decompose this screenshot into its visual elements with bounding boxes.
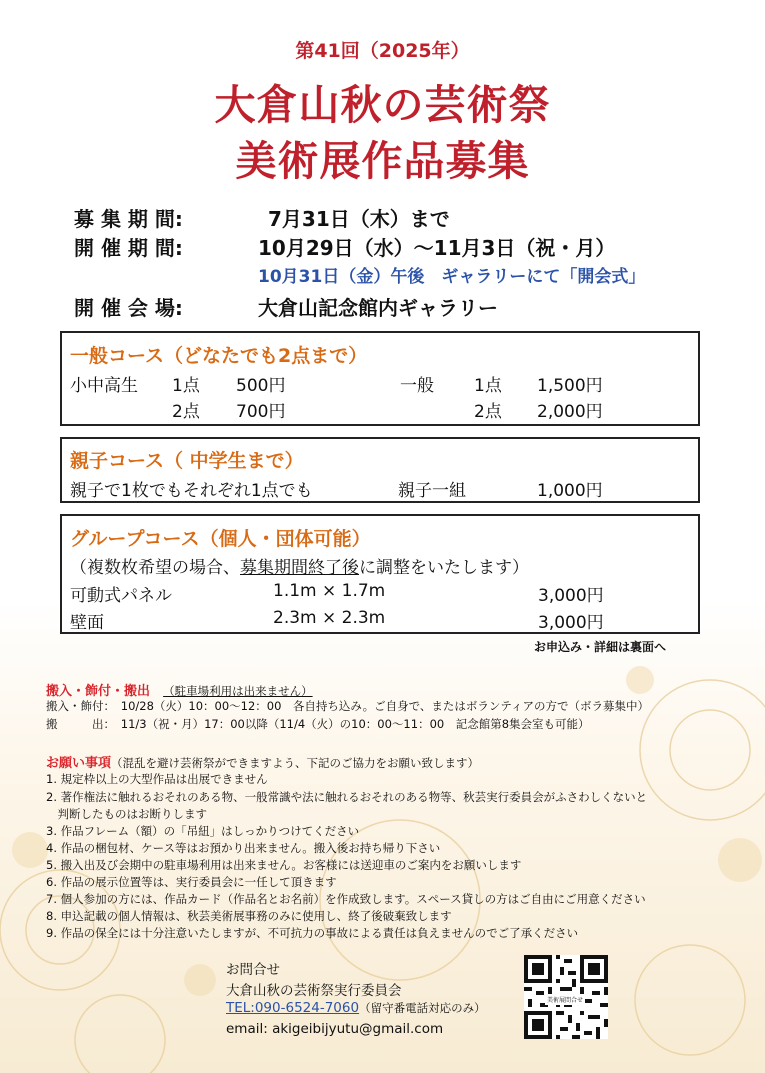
student-1-price: 500円	[236, 376, 286, 396]
student-2-price: 700円	[236, 402, 286, 422]
wall-label: 壁面	[70, 613, 104, 633]
group-course-box	[60, 514, 700, 634]
delivery-heading: 搬入・飾付・搬出	[46, 684, 151, 699]
panel-label: 可動式パネル	[70, 586, 172, 606]
held-period-label: 開 催 期 間:	[74, 236, 183, 260]
adult-1-price: 1,500円	[537, 376, 603, 396]
request-item: 2. 著作権法に触れるおそれのある物、一般常識や法に触れるおそれのある物等、秋芸実行委員会がふさわしくないと	[46, 790, 648, 804]
delivery-line-2: 搬 出： 11/3（祝・月）17：00以降（11/4（火）の10：00〜11：00 記念館第8集会室も可能）	[46, 717, 590, 731]
student-label: 小中高生	[70, 376, 138, 396]
delivery-heading-row	[46, 680, 313, 699]
edition-label: 第41回（2025年）	[295, 40, 470, 62]
qr-code-label: 美術展問合せ	[545, 994, 585, 1005]
delivery-line-1: 搬入・飾付： 10/28（火）10：00〜12：00 各自持ち込み。ご自身で、またはボランティアの方で（ボラ募集中）	[46, 699, 649, 713]
held-period-value: 10月29日（水）〜11月3日（祝・月）	[258, 236, 616, 260]
request-item: 9. 作品の保全には十分注意いたしますが、不可抗力の事故による責任は負えませんのでご了承ください	[46, 926, 579, 940]
request-item: 8. 申込記載の個人情報は、秋芸美術展事務のみに使用し、終了後破棄致します	[46, 909, 452, 923]
request-item: 6. 作品の展示位置等は、実行委員会に一任して頂きます	[46, 875, 337, 889]
apply-details-note: お申込み・詳細は裏面へ	[534, 640, 667, 654]
adult-1-count: 1点	[474, 376, 502, 396]
venue-label: 開 催 会 場:	[74, 296, 183, 320]
student-1-count: 1点	[172, 376, 200, 396]
group-note-post: に調整をいたします）	[359, 558, 529, 578]
adult-label: 一般	[400, 376, 434, 396]
request-item: 5. 搬入出及び会期中の駐車場利用は出来ません。お客様には送迎車のご案内をお願いします	[46, 858, 522, 872]
wall-size: 2.3m × 2.3m	[273, 608, 386, 628]
contact-org: 大倉山秋の芸術祭実行委員会	[226, 983, 402, 999]
group-note-pre: （複数枚希望の場合、	[70, 558, 240, 578]
page-title-line1: 大倉山秋の芸術祭	[214, 81, 551, 129]
requests-heading: お願い事項	[46, 756, 112, 771]
delivery-parking-note: （駐車場利用は出来ません）	[163, 684, 313, 698]
request-item: 3. 作品フレーム（額）の「吊紐」はしっかりつけてください	[46, 824, 360, 838]
group-note-underlined: 募集期間終了後	[240, 558, 359, 578]
held-period-row	[74, 232, 615, 261]
contact-tel-row	[226, 1000, 486, 1016]
opening-ceremony-note: 10月31日（金）午後 ギャラリーにて「開会式」	[258, 267, 646, 287]
request-item: 4. 作品の梱包材、ケース等はお預かり出来ません。搬入後お持ち帰り下さい	[46, 841, 441, 855]
request-item: 判断したものはお断りします	[46, 807, 207, 821]
student-2-count: 2点	[172, 402, 200, 422]
family-course-unit: 親子一組	[398, 481, 466, 501]
panel-price: 3,000円	[538, 586, 604, 606]
requests-heading-row	[46, 752, 479, 771]
family-course-box	[60, 437, 700, 503]
adult-2-price: 2,000円	[537, 402, 603, 422]
family-course-price: 1,000円	[537, 481, 603, 501]
recruit-period-row	[74, 203, 450, 232]
panel-size: 1.1m × 1.7m	[273, 581, 386, 601]
wall-price: 3,000円	[538, 613, 604, 633]
contact-tel-link[interactable]: TEL:090-6524-7060	[226, 1000, 360, 1016]
general-course-heading: 一般コース（どなたでも2点まで）	[70, 345, 368, 367]
venue-row	[74, 292, 498, 321]
contact-email: email: akigeibijyutu@gmail.com	[226, 1021, 444, 1037]
family-course-heading: 親子コース（ 中学生まで）	[70, 450, 304, 472]
group-course-note	[70, 553, 529, 578]
contact-label: お問合せ	[226, 962, 280, 978]
family-course-desc: 親子で1枚でもそれぞれ1点でも	[70, 481, 313, 501]
contact-tel-note: （留守番電話対応のみ）	[359, 1001, 486, 1015]
request-item: 7. 個人参加の方には、作品カード（作品名とお名前）を作成致します。スペース貸しの方はご自由にご用意ください	[46, 892, 646, 906]
venue-value: 大倉山記念館内ギャラリー	[258, 296, 498, 320]
request-item: 1. 規定枠以上の大型作品は出展できません	[46, 772, 268, 786]
recruit-period-label: 募 集 期 間:	[74, 207, 183, 231]
requests-intro: （混乱を避け芸術祭ができますよう、下記のご協力をお願い致します）	[111, 756, 480, 770]
adult-2-count: 2点	[474, 402, 502, 422]
group-course-heading: グループコース（個人・団体可能）	[70, 528, 371, 550]
general-course-box	[60, 331, 700, 426]
page-title-line2: 美術展作品募集	[235, 137, 530, 185]
recruit-period-value: 7月31日（木）まで	[268, 207, 450, 231]
